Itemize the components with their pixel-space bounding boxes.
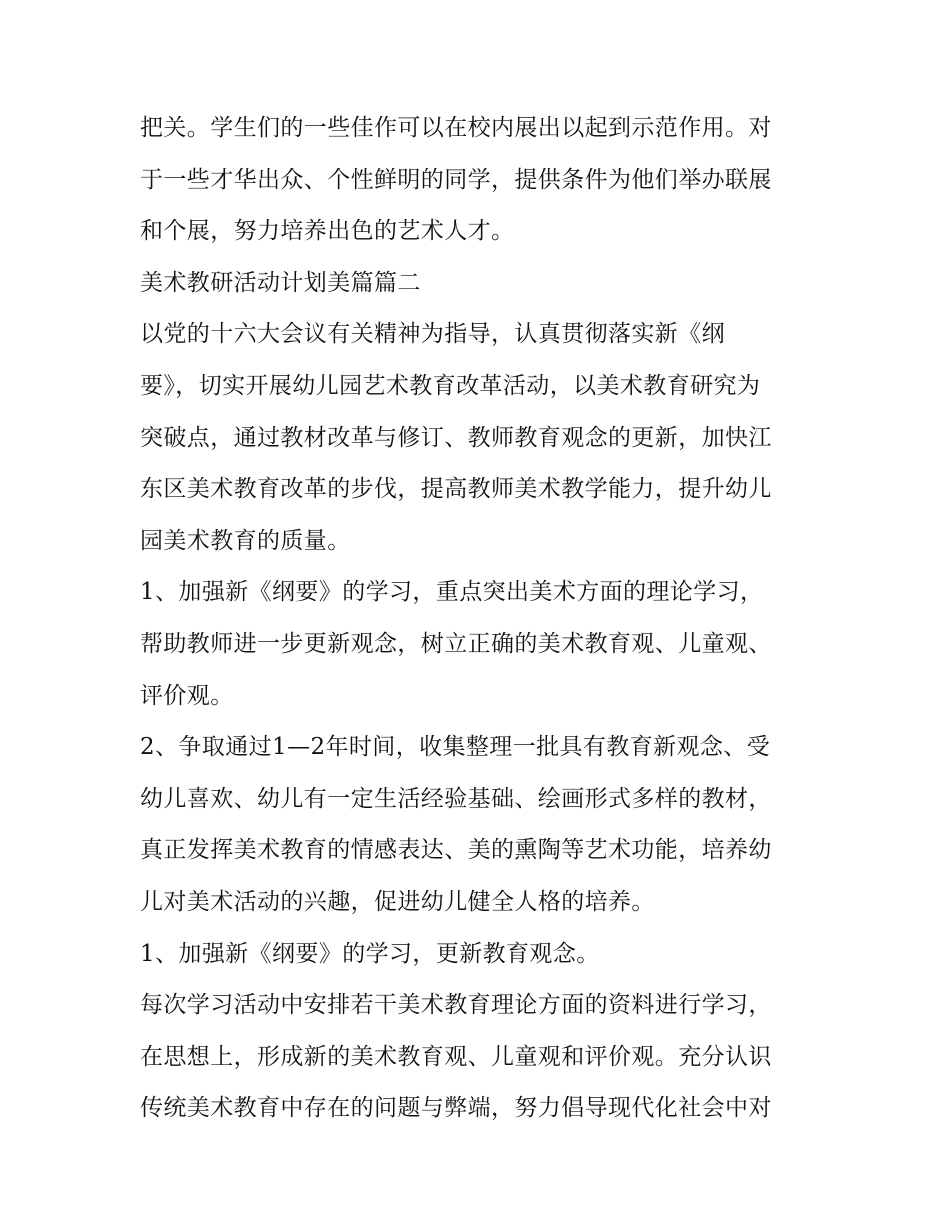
text-line-5: 以党的十六大会议有关精神为指导，认真贯彻落实新《纲 [140,321,725,348]
text-line-15: 真正发挥美术教育的情感表达、美的熏陶等艺术功能，培养幼 [140,837,772,864]
text-line-1: 把关。学生们的一些佳作可以在校内展出以起到示范作用。对 [140,115,772,141]
section-heading: 美术教研活动计划美篇篇二 [140,269,421,296]
text-line-8: 东区美术教育改革的步伐，提高教师美术教学能力，提升幼儿 [140,476,772,503]
text-line-16: 儿对美术活动的兴趣，促进幼儿健全人格的培养。 [140,888,655,915]
text-line-6: 要》，切实开展幼儿园艺术教育改革活动，以美术教育研究为 [140,372,761,399]
text-line-11: 帮助教师进一步更新观念，树立正确的美术教育观、儿童观、 [140,630,772,657]
text-line-7: 突破点，通过教材改革与修订、教师教育观念的更新，加快江 [140,424,772,451]
document-body [140,103,820,1135]
text-line-9: 园美术教育的质量。 [140,527,351,554]
list-item-2: 2、争取通过1—2年时间，收集整理一批具有教育新观念、受 [140,734,771,761]
text-line-12: 评价观。 [140,682,234,709]
text-line-2: 于一些才华出众、个性鲜明的同学，提供条件为他们举办联展 [140,166,772,193]
list-item-3: 1、加强新《纲要》的学习，更新教育观念。 [140,940,600,967]
text-line-3: 和个展，努力培养出色的艺术人才。 [140,218,515,245]
text-line-20: 传统美术教育中存在的问题与弊端，努力倡导现代化社会中对 [140,1095,772,1122]
list-item-1: 1、加强新《纲要》的学习，重点突出美术方面的理论学习， [140,579,764,606]
text-line-18: 每次学习活动中安排若干美术教育理论方面的资料进行学习， [140,992,772,1019]
text-line-14: 幼儿喜欢、幼儿有一定生活经验基础、绘画形式多样的教材， [140,785,772,812]
text-line-19: 在思想上，形成新的美术教育观、儿童观和评价观。充分认识 [140,1043,772,1070]
